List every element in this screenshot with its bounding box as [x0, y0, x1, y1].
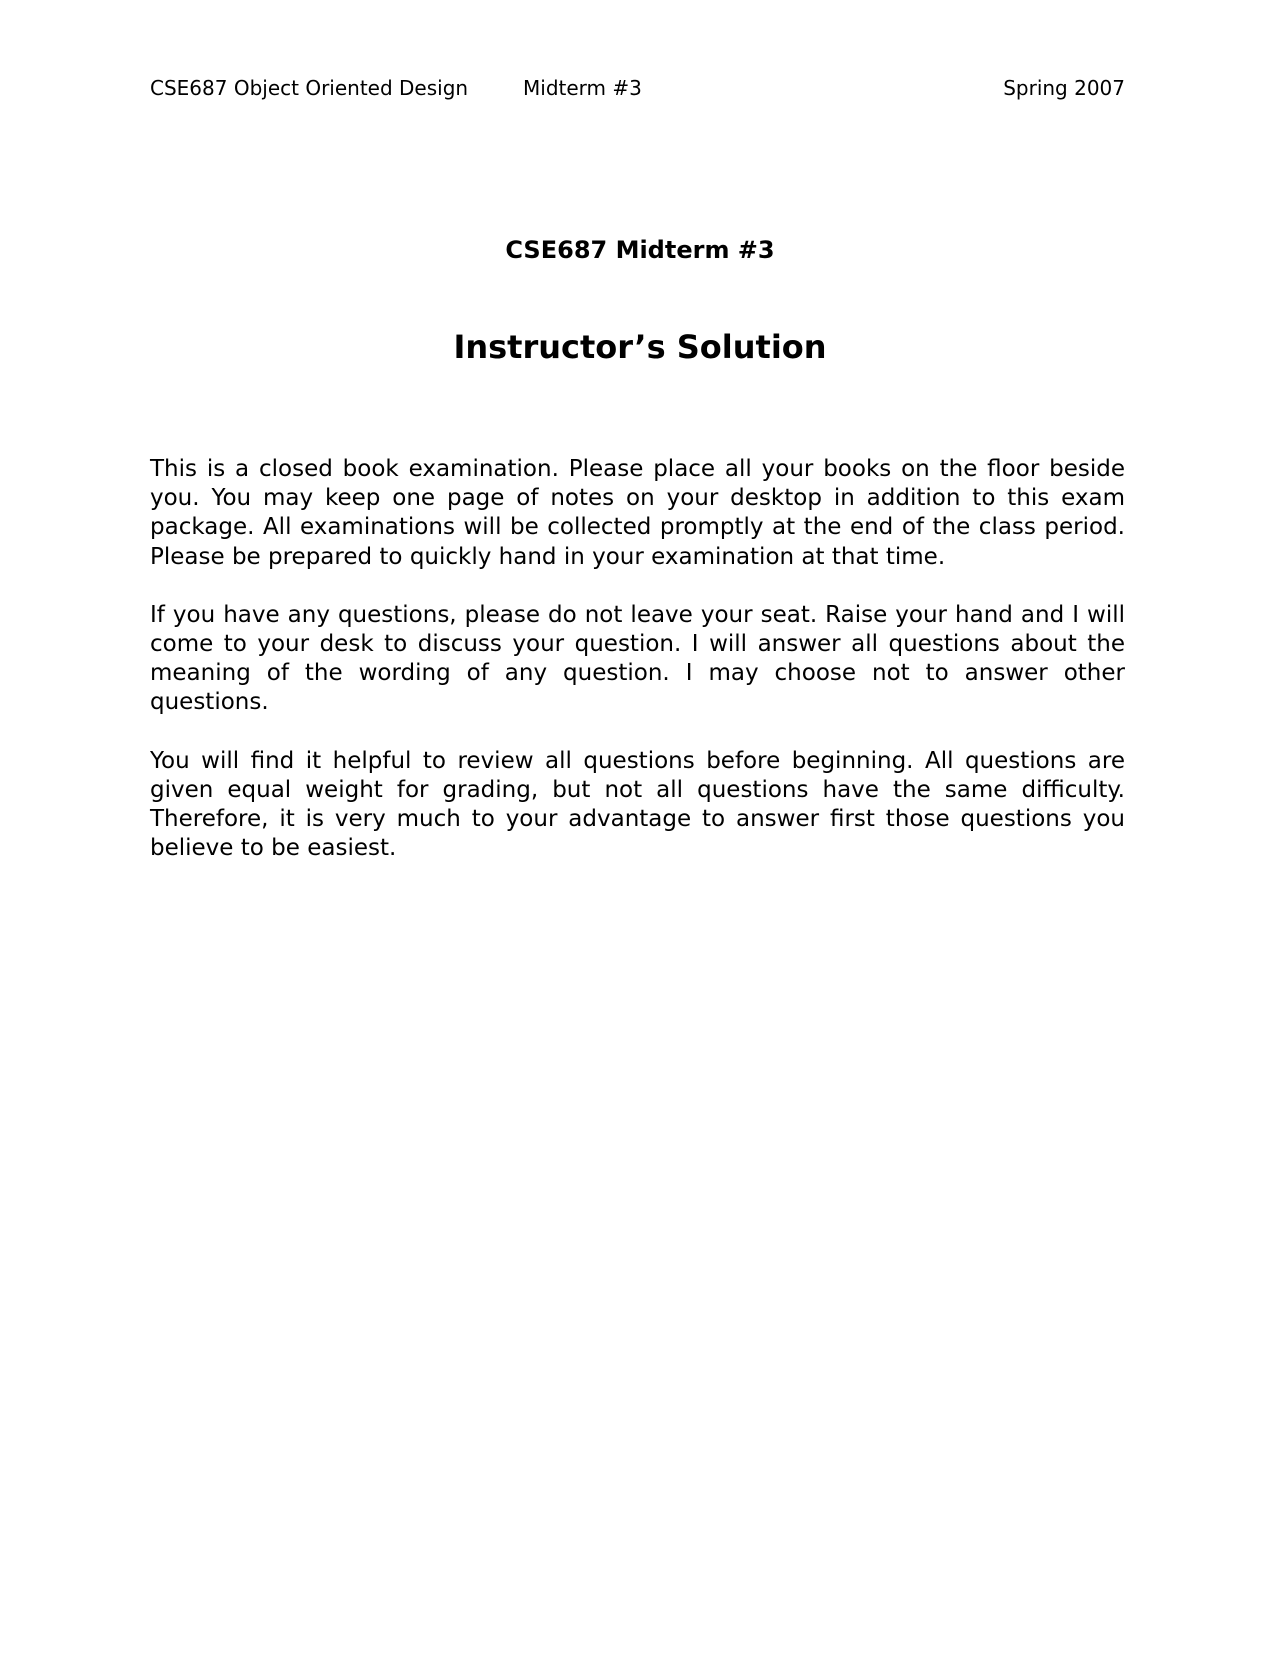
instructions-section	[150, 455, 1125, 892]
instructions-paragraph: If you have any questions, please do not leave your seat. Raise your hand and I will come to your desk to discuss your question. I will answer all questions about the meaning of the wording of any question. I may choose not to answer other questions.	[150, 601, 1125, 716]
instructions-paragraph: This is a closed book examination. Please place all your books on the floor beside you. You may keep one page of notes on your desktop in addition to this exam package. All examinations will be collected promptly at the end of the class period. Please be prepared to quickly hand in your examination at that time.	[150, 456, 1125, 570]
header-exam: Midterm #3	[523, 76, 642, 100]
document-subtitle: Instructor’s Solution	[453, 328, 827, 366]
running-header	[150, 74, 1125, 102]
document-title: CSE687 Midterm #3	[505, 236, 775, 264]
header-course: CSE687 Object Oriented Design	[150, 76, 469, 100]
header-term: Spring 2007	[1003, 76, 1125, 100]
instructions-paragraph: You will find it helpful to review all questions before beginning. All questions are given equal weight for grading, but not all questions have the same difficulty. Therefore, it is very much to your advantage to answer first those questions you believe to be easiest.	[150, 747, 1125, 862]
